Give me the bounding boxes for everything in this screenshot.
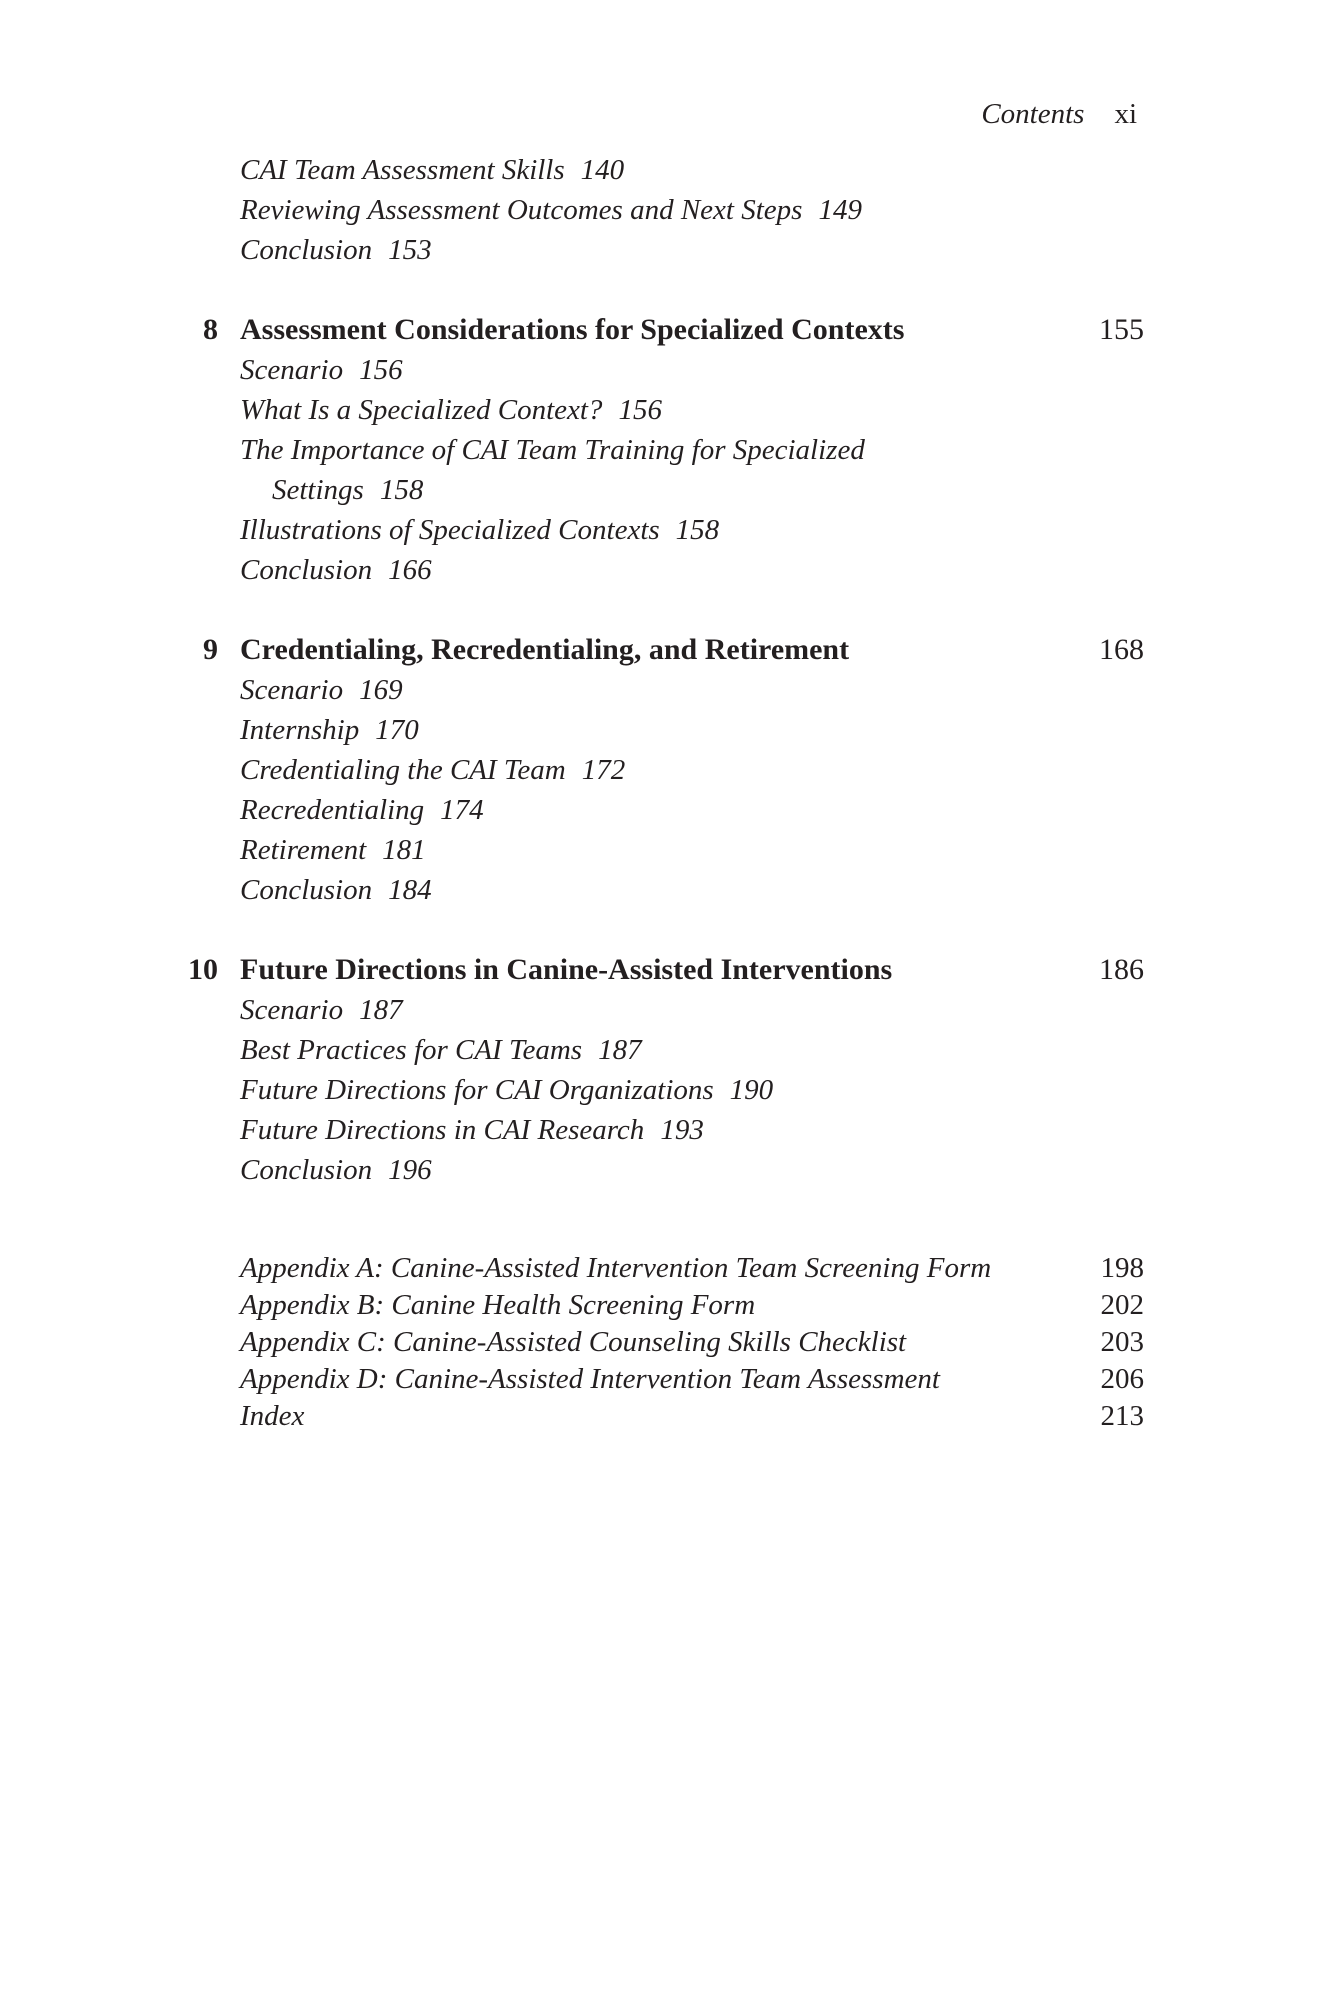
toc-section-entry: Conclusion 196: [240, 1154, 432, 1186]
toc-section-entry: Recredentialing 174: [240, 794, 484, 826]
toc-section-entry: Scenario 187: [240, 994, 403, 1026]
chapter-title: Assessment Considerations for Specialized Contexts: [240, 313, 905, 346]
chapter-number: 8: [203, 313, 218, 346]
chapter-page: 168: [1099, 633, 1144, 666]
appendix-title: Appendix D: Canine-Assisted Intervention Team Assessment: [240, 1363, 940, 1395]
appendix-title: Appendix A: Canine-Assisted Intervention Team Screening Form: [240, 1252, 992, 1284]
running-head: [981, 96, 1137, 132]
toc-section-entry: Scenario 156: [240, 354, 403, 386]
toc-section-entry: Conclusion 166: [240, 554, 432, 586]
chapter-heading-10: [0, 950, 1332, 990]
index-entry: [0, 1398, 1332, 1435]
chapter-number: 10: [188, 953, 218, 986]
running-head-page-number: xi: [1114, 98, 1137, 130]
appendix-title: Appendix B: Canine Health Screening Form: [240, 1289, 756, 1321]
appendix-entry: [0, 1324, 1332, 1361]
chapter-page: 186: [1099, 953, 1144, 986]
chapter-page: 155: [1099, 313, 1144, 346]
chapter-heading-9: [0, 630, 1332, 670]
toc-section-entry: What Is a Specialized Context? 156: [240, 394, 662, 426]
toc-section-entry: Conclusion 153: [240, 234, 432, 266]
appendix-page: 203: [1100, 1326, 1144, 1358]
chapter-title: Future Directions in Canine-Assisted Interventions: [240, 953, 893, 986]
chapter-title: Credentialing, Recredentialing, and Retirement: [240, 633, 850, 666]
toc-section-entry: Conclusion 184: [240, 874, 432, 906]
toc-section-entry: Best Practices for CAI Teams 187: [240, 1034, 642, 1066]
toc-section-entry: Reviewing Assessment Outcomes and Next Steps 149: [240, 194, 862, 226]
toc-section-entry: Future Directions for CAI Organizations 190: [240, 1074, 774, 1106]
toc-section-entry: Credentialing the CAI Team 172: [240, 754, 626, 786]
toc-section-entry: Retirement 181: [240, 834, 426, 866]
chapter-number: 9: [203, 633, 218, 666]
appendix-page: 202: [1100, 1289, 1144, 1321]
toc-section-entry: Internship 170: [240, 714, 419, 746]
leading-entries: [0, 150, 1332, 270]
appendix-entry: [0, 1287, 1332, 1324]
appendix-entry: [0, 1250, 1332, 1287]
appendix-page: 206: [1100, 1363, 1144, 1395]
index-page: 213: [1100, 1400, 1144, 1432]
toc-section-entry: The Importance of CAI Team Training for Specialized Settings 158: [240, 434, 865, 506]
toc-section-entry: Illustrations of Specialized Contexts 158: [240, 514, 720, 546]
table-of-contents: [0, 150, 1332, 1435]
appendix-page: 198: [1100, 1252, 1144, 1284]
index-title: Index: [240, 1400, 305, 1432]
appendix-entry: [0, 1361, 1332, 1398]
toc-section-entry: Future Directions in CAI Research 193: [240, 1114, 704, 1146]
appendix-title: Appendix C: Canine-Assisted Counseling Skills Checklist: [240, 1326, 907, 1358]
toc-section-entry: CAI Team Assessment Skills 140: [240, 154, 625, 186]
chapter-heading-8: [0, 310, 1332, 350]
toc-section-entry: Scenario 169: [240, 674, 403, 706]
appendix-list: [0, 1250, 1332, 1435]
running-head-title: Contents: [981, 98, 1085, 130]
